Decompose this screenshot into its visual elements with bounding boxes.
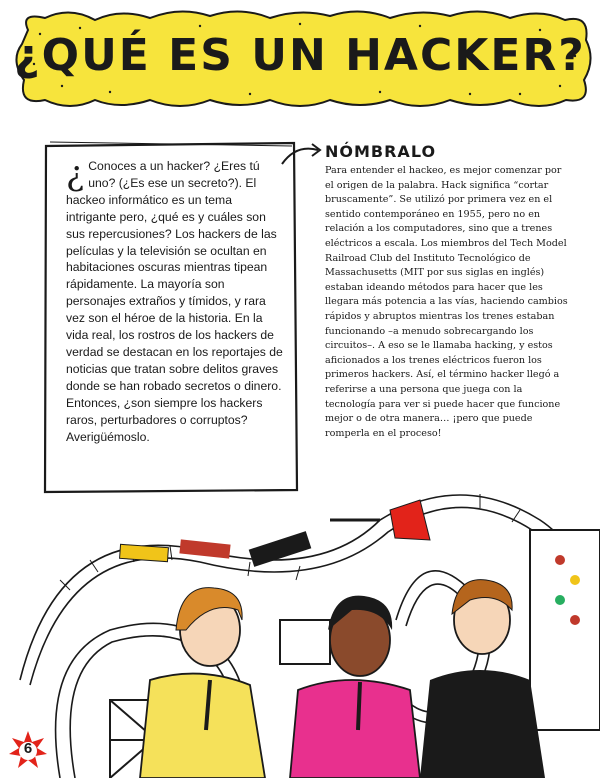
curved-arrow-icon	[278, 140, 326, 170]
toy-train	[120, 531, 312, 567]
intro-box	[42, 140, 300, 496]
hackers-train-illustration	[0, 480, 600, 778]
sidebar-paragraph: Para entender el hackeo, es mejor comenzar por el origen de la palabra. Hack significa “cortar bruscamente”. Se utilizó por primera vez en el sentido contemporáneo en 1955, pero no en relación a los computadores, sino que a trenes eléctricos a escala. Los miembros del Tech Model Railroad Club del Instituto Tecnológico de Massachusetts (MIT por sus siglas en inglés) estaban ideando métodos para hacer que les llegara más potencia a las vías, haciendo cambios rápidos y abruptos mientras los trenes estaban funcionando –a menudo sobrecargando los circuitos–. A eso se le llamaba hacking, y estos aficionados a los trenes eléctricos fueron los primeros hackers. Así, el término hacker llegó a referirse a una persona que juega con la tecnología para ver si puede hacer que funcione mejor o de otra manera… ¡pero que puede romperla en el proceso!	[325, 165, 568, 439]
control-panel	[530, 530, 600, 730]
small-control-box	[280, 620, 330, 664]
intro-paragraph	[66, 154, 284, 445]
title-banner	[0, 0, 600, 118]
page-title: ¿QUÉ ES UN HACKER?	[14, 30, 586, 81]
intro-dropcap: ¿	[66, 154, 85, 194]
sidebar-title: NÓMBRALO	[325, 142, 437, 161]
page-number: 6	[23, 740, 33, 757]
intro-body: Conoces a un hacker? ¿Eres tú uno? (¿Es ese un secreto?). El hackeo informático es un tema intrigante pero, ¿qué es y cuáles son sus repercusiones? Los hackers de las películas y la televisión se ocultan en habitaciones oscuras mientras tipean rápidamente. La mayoría son personajes extraños y tímidos, y rara vez son el héroe de la historia. En la vida real, los rostros de los hackers de verdad se destacan en los reportajes de noticias que tratan sobre delitos graves donde se han robado secretos o dinero. Entonces, ¿son siempre los hackers raros, perturbadores o corruptos? Averigüémoslo.	[66, 159, 283, 444]
hacker-yellow-shirt	[140, 588, 265, 778]
red-lamp	[330, 500, 430, 540]
hacker-black-shirt	[420, 580, 545, 778]
